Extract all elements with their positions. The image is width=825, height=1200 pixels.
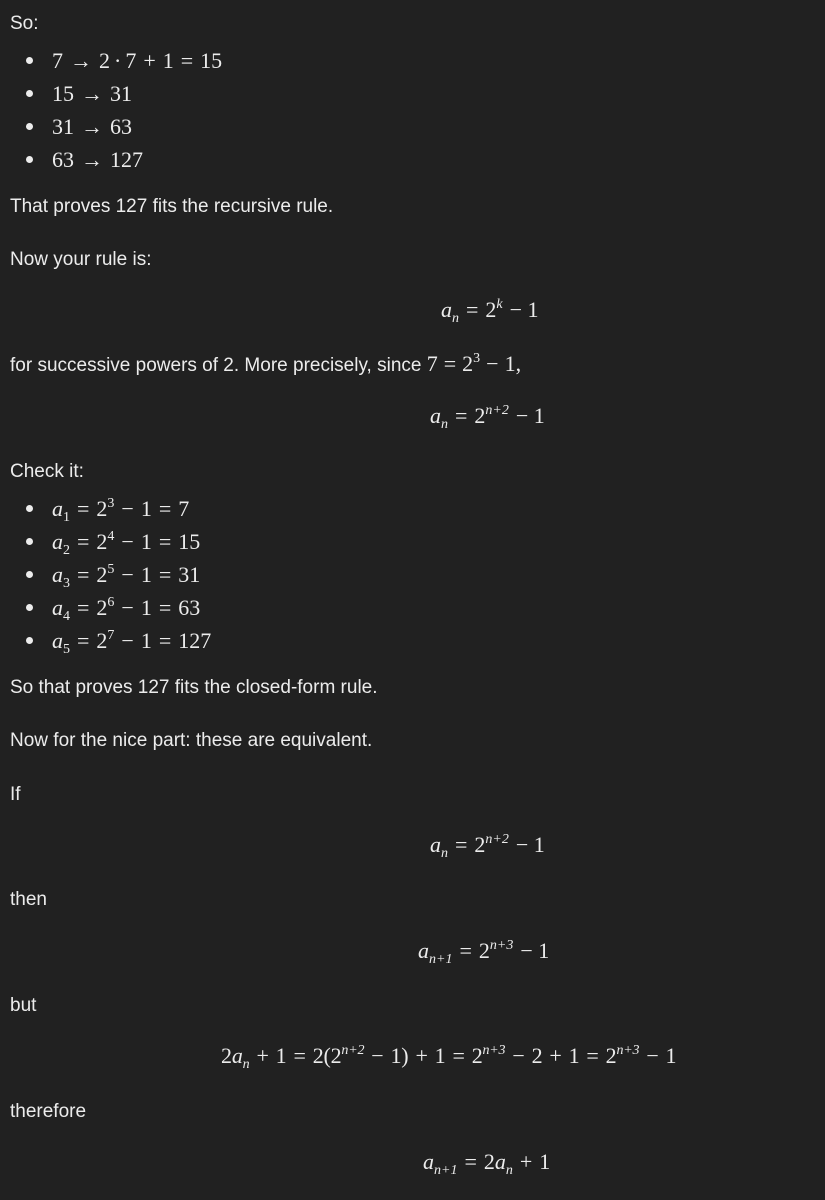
check-math: $a_1 = 2^3 - 1 = 7$ [52,496,190,525]
check-math: $a_4 = 2^6 - 1 = 63$ [52,595,201,624]
bullet-icon [26,90,33,97]
proves-recursive-text: That proves 127 fits the recursive rule. [10,196,334,217]
precise-text-line: for successive powers of 2. More precisely, since $7 = 2^3 - 1$, [10,351,522,376]
bullet-icon [26,604,33,611]
then-label: then [10,889,47,910]
step-math: 7 → 2 · 7 + 1 = 15 [52,48,223,73]
list-item [0,113,825,141]
list-item [0,627,825,655]
list-item [0,80,825,108]
bullet-icon [26,123,33,130]
nice-part-text: Now for the nice part: these are equivalent. [10,730,373,751]
list-item [0,561,825,589]
bullet-icon [26,538,33,545]
check-label: Check it: [10,461,84,482]
list-item [0,47,825,75]
check-math: $a_5 = 2^7 - 1 = 127$ [52,628,212,657]
bullet-icon [26,57,33,64]
step-math: 31 → 63 [52,114,132,139]
list-item [0,495,825,523]
bullet-icon [26,571,33,578]
bullet-icon [26,505,33,512]
list-item [0,146,825,174]
intro-text: So: [10,13,39,34]
list-item [0,594,825,622]
but-label: but [10,995,37,1016]
therefore-label: therefore [10,1101,87,1122]
if-label: If [10,784,21,805]
list-item [0,528,825,556]
now-rule-text: Now your rule is: [10,249,152,270]
check-math: $a_2 = 2^4 - 1 = 15$ [52,529,201,558]
proves-closed-text: So that proves 127 fits the closed-form rule. [10,677,378,698]
bullet-icon [26,156,33,163]
step-math: 15 → 31 [52,81,132,106]
check-math: $a_3 = 2^5 - 1 = 31$ [52,562,201,591]
bullet-icon [26,637,33,644]
step-math: 63 → 127 [52,147,143,172]
